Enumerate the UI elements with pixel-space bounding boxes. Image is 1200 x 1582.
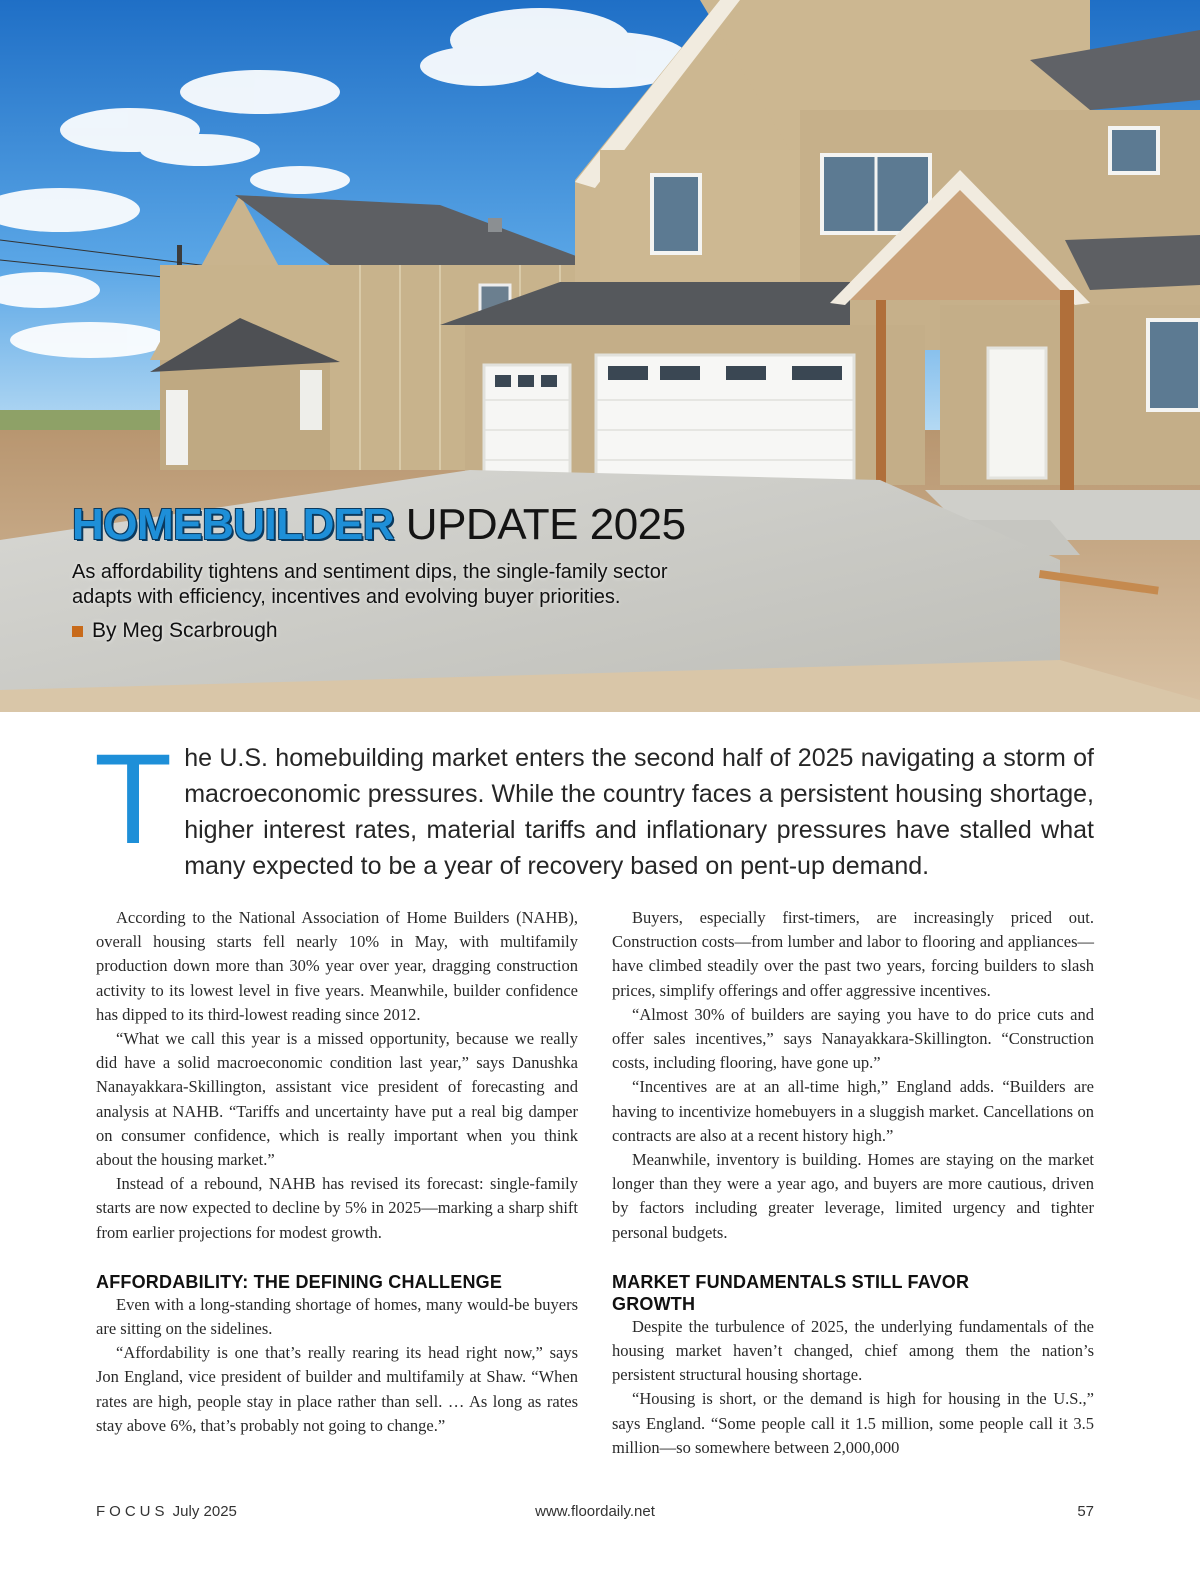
body-paragraph: “Affordability is one that’s really rearing its head right now,” says Jon England, vice president of builder and multifamily at Shaw. “When rates are high, people stay in place rather than sell. … As long as rates stay above 6%, that’s probably not going to change.” [96,1343,578,1435]
page-number: 57 [1077,1503,1094,1520]
page-footer [96,1503,1094,1527]
hero-title-block [72,500,792,644]
issue-date: July 2025 [172,1503,237,1520]
byline [72,618,792,644]
body-paragraph: Despite the turbulence of 2025, the underlying fundamentals of the housing market haven’t changed, chief among them the nation’s persistent structural housing shortage. [612,1316,1094,1385]
byline-text: By Meg Scarbrough [92,619,278,642]
section-heading: MARKET FUNDAMENTALS STILL FAVOR GROWTH [612,1271,970,1314]
magazine-name: FOCUS [96,1503,169,1520]
body-paragraph: Even with a long-standing shortage of homes, many would-be buyers are sitting on the sidelines. [96,1294,578,1339]
title-rest: UPDATE 2025 [405,500,686,549]
body-paragraph: Instead of a rebound, NAHB has revised its forecast: single-family starts are now expected to decline by 5% in 2025—marking a sharp shift from earlier projections for modest growth. [96,1174,578,1242]
lede-text: he U.S. homebuilding market enters the second half of 2025 navigating a storm of macroeconomic pressures. While the country faces a persistent housing shortage, higher interest rates, material tariffs and inflationary pressures have stalled what many expected to be a year of recovery based on pent-up demand. [184,744,1094,880]
body-paragraph: “Almost 30% of builders are saying you have to do price cuts and offer sales incentives,” says Nanayakkara-Skillington. “Construction costs, including flooring, have gone up.” [612,1004,1094,1073]
section-gap [96,1245,578,1271]
article-subtitle: As affordability tightens and sentiment dips, the single-family sector adapts with efficiency, incentives and evolving buyer priorities. [72,561,668,608]
body-paragraph: “Incentives are at an all-time high,” England adds. “Builders are having to incentivize homebuyers in a sluggish market. Cancellations on contracts are also at a recent history high.” [612,1077,1094,1145]
hero-photo [0,0,1200,712]
lede-paragraph [94,728,1094,884]
body-paragraph: “Housing is short, or the demand is high for housing in the U.S.,” says England. “Some people call it 1.5 million, some people call it 3.5 million—so somewhere between 2,000,000 [612,1389,1094,1457]
right-column [612,906,1094,1460]
square-bullet-icon [72,626,83,637]
footer-website[interactable]: www.floordaily.net [535,1503,655,1520]
drop-cap: T [94,728,173,871]
title-accent: HOMEBUILDER [72,500,395,549]
body-paragraph: “What we call this year is a missed opportunity, because we really did have a solid macroeconomic condition last year,” says Danushka Nanayakkara-Skillington, assistant vice president of forecasting and analysis at NAHB. “Tariffs and uncertainty have put a real big damper on consumer confidence, which is really important when you think about the housing market.” [96,1029,578,1170]
article-title [72,500,792,550]
section-heading: AFFORDABILITY: THE DEFINING CHALLENGE [96,1271,503,1292]
body-paragraph: Meanwhile, inventory is building. Homes are staying on the market longer than they were a year ago, and buyers are more cautious, driven by factors including greater leverage, limited urgency and tighter personal budgets. [612,1150,1094,1242]
left-column [96,906,578,1438]
body-paragraph: According to the National Association of Home Builders (NAHB), overall housing starts fell nearly 10% in May, with multifamily production down more than 30% year over year, dragging construction activity to its lowest level in five years. Meanwhile, builder confidence has dipped to its third-lowest reading since 2012. [96,908,578,1024]
section-gap [612,1245,1094,1271]
body-paragraph: Buyers, especially first-timers, are increasingly priced out. Construction costs—from lumber and labor to flooring and appliances—have climbed steadily over the past two years, forcing builders to slash prices, simplify offerings and offer aggressive incentives. [612,908,1094,1000]
